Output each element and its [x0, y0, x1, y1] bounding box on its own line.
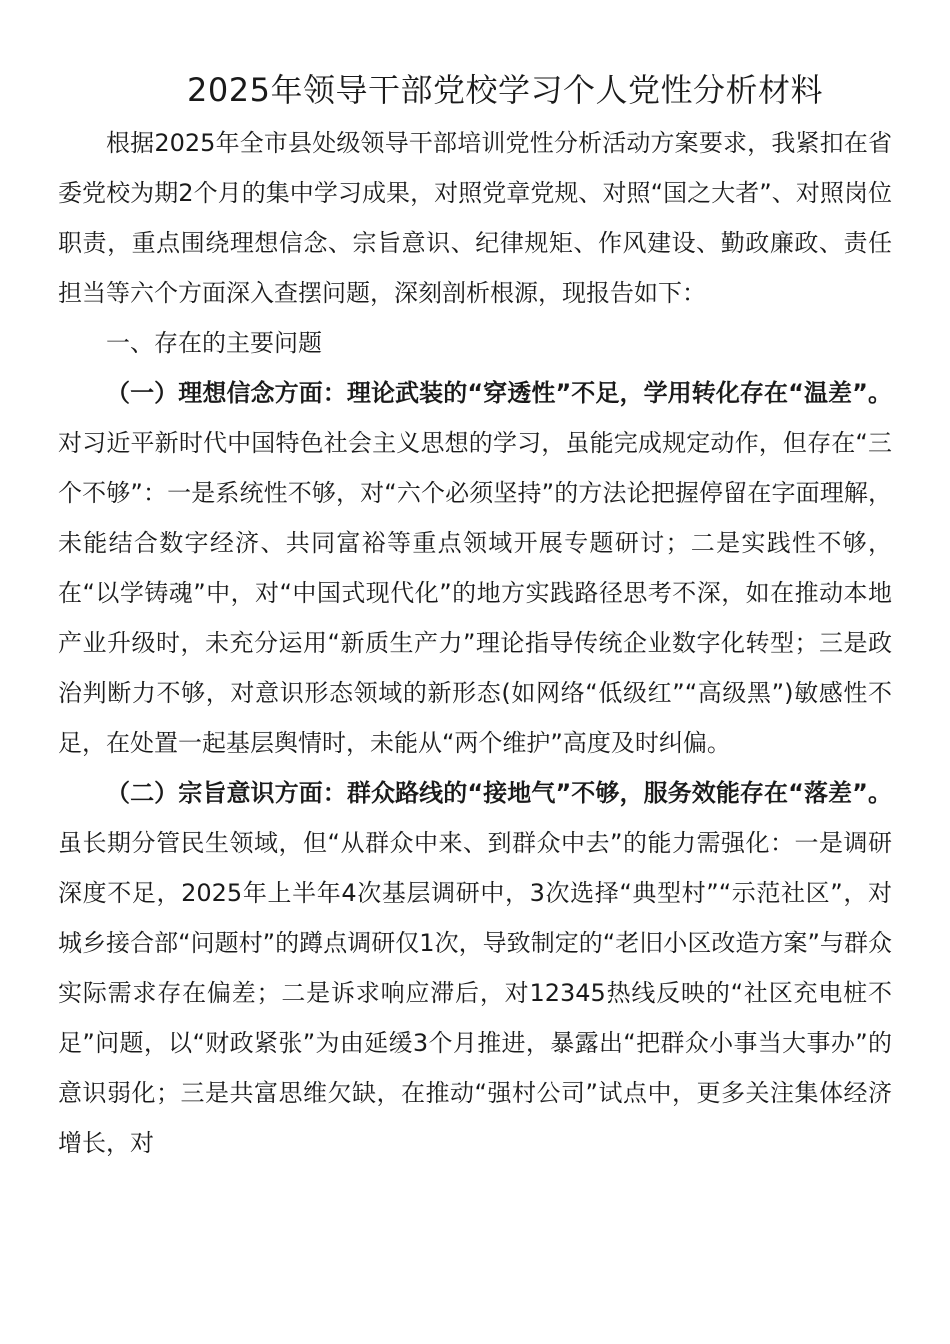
- part-one-heading: 一、存在的主要问题: [106, 329, 322, 357]
- section-ideals-lead: （一）理想信念方面：理论武装的“穿透性”不足，学用转化存在“温差”。: [106, 379, 892, 407]
- section-purpose-body: 虽长期分管民生领域，但“从群众中来、到群众中去”的能力需强化：一是调研深度不足，2025年上半年4次基层调研中，3次选择“典型村”“示范社区”，对城乡接合部“问题村”的蹲点调研仅1次，导致制定的“老旧小区改造方案”与群众实际需求存在偏差；二是诉求响应滞后，对12345热线反映的“社区充电桩不足”问题，以“财政紧张”为由延缓3个月推进，暴露出“把群众小事当大事办”的意识弱化；三是共富思维欠缺，在推动“强村公司”试点中，更多关注集体经济增长，对: [58, 829, 892, 1157]
- document-page: [58, 68, 892, 1168]
- section-purpose-lead: （二）宗旨意识方面：群众路线的“接地气”不够，服务效能存在“落差”。: [106, 779, 892, 807]
- document-title: 2025年领导干部党校学习个人党性分析材料: [187, 71, 823, 109]
- intro-paragraph: 根据2025年全市县处级领导干部培训党性分析活动方案要求，我紧扣在省委党校为期2个月的集中学习成果，对照党章党规、对照“国之大者”、对照岗位职责，重点围绕理想信念、宗旨意识、纪律规矩、作风建设、勤政廉政、责任担当等六个方面深入查摆问题，深刻剖析根源，现报告如下：: [58, 129, 892, 307]
- section-purpose: [58, 768, 892, 1168]
- section-ideals-body: 对习近平新时代中国特色社会主义思想的学习，虽能完成规定动作，但存在“三个不够”：一是系统性不够，对“六个必须坚持”的方法论把握停留在字面理解，未能结合数字经济、共同富裕等重点领域开展专题研讨；二是实践性不够，在“以学铸魂”中，对“中国式现代化”的地方实践路径思考不深，如在推动本地产业升级时，未充分运用“新质生产力”理论指导传统企业数字化转型；三是政治判断力不够，对意识形态领域的新形态(如网络“低级红”“高级黑”)敏感性不足，在处置一起基层舆情时，未能从“两个维护”高度及时纠偏。: [58, 429, 892, 757]
- section-ideals: [58, 368, 892, 768]
